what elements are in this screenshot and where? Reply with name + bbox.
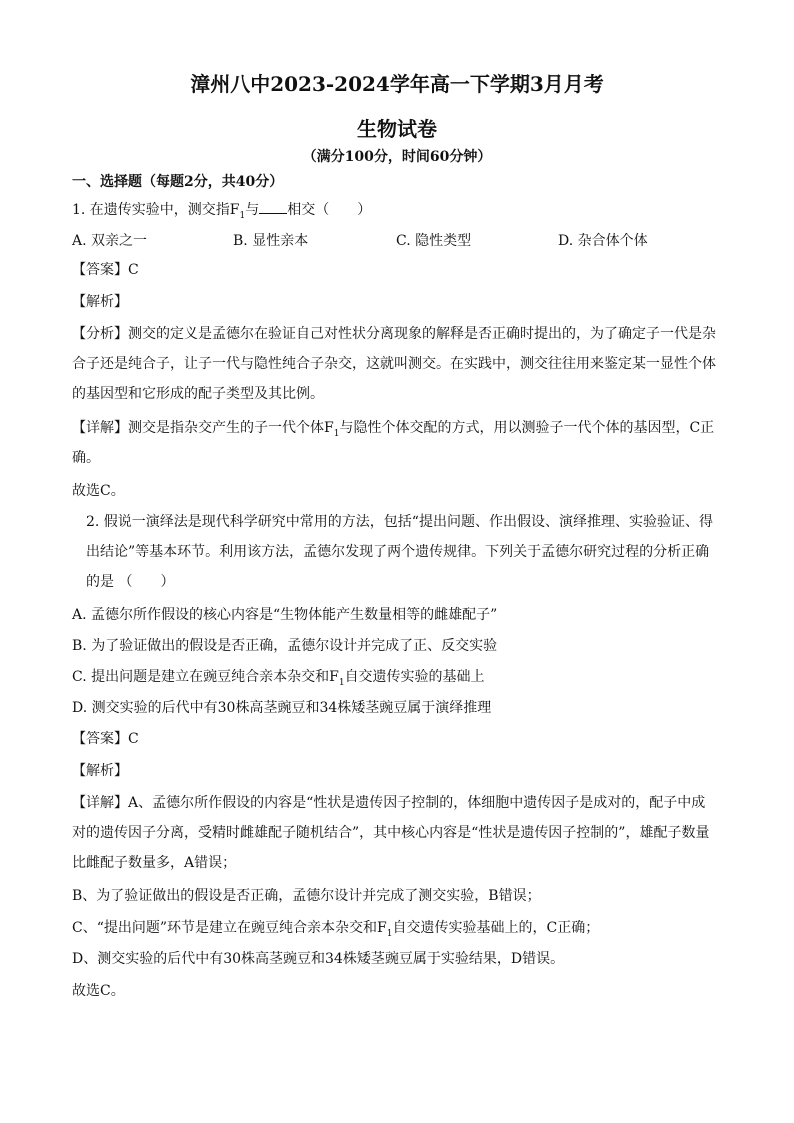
q2-option-d: D. 测交实验的后代中有30株高茎豌豆和34株矮茎豌豆属于演绎推理 — [72, 700, 492, 716]
q2-option-b: B. 为了验证做出的假设是否正确，孟德尔设计并完成了正、反交实验 — [72, 638, 498, 654]
q2-option-c — [72, 667, 485, 693]
q1-analysis-label: 【解析】 — [72, 294, 128, 310]
q2-xiangjie-line-4: B、为了验证做出的假设是否正确，孟德尔设计并完成了测交实验，B错误； — [72, 888, 541, 904]
q2-analysis-label: 【解析】 — [72, 763, 128, 779]
q1-option-b: B. 显性亲本 — [233, 233, 309, 249]
q1-xiangjie-text: 【详解】测交是指杂交产生的子一代个体F — [72, 420, 334, 436]
q1-xiangjie-line-2: 确。 — [72, 450, 100, 466]
q1-xiangjie-line-1 — [72, 418, 714, 444]
q2-xiangjie-5-text: C、“提出问题”环节是建立在豌豆纯合亲本杂交和F — [72, 920, 387, 936]
q2-xiangjie-5-sub: 1 — [386, 928, 393, 939]
exam-subtitle: 生物试卷 — [357, 117, 437, 141]
q2-option-c-sub: 1 — [338, 677, 345, 688]
q1-stem-text: 1. 在遗传实验中，测交指F — [72, 202, 240, 218]
q1-xiangjie-text2: 与隐性个体交配的方式，用以测验子一代个体的基因型，C正 — [339, 420, 715, 436]
q1-fenxi-line-3: 的基因型和它形成的配子类型及其比例。 — [72, 386, 324, 402]
q1-stem-text3: 相交（ ） — [287, 202, 372, 218]
q2-xiangjie-5-text2: 自交遗传实验基础上的，C正确； — [392, 920, 600, 936]
q1-fenxi-line-2: 合子还是纯合子，让子一代与隐性纯合子杂交，这就叫测交。在实践中，测交往往用来鉴定某一显性个体 — [72, 356, 716, 372]
q1-answer: 【答案】C — [72, 262, 139, 278]
exam-note: （满分100分，时间60分钟） — [302, 149, 492, 165]
q2-xiangjie-line-5 — [72, 918, 599, 944]
q1-option-c: C. 隐性类型 — [396, 233, 472, 249]
q2-xiangjie-line-6: D、测交实验的后代中有30株高茎豌豆和34株矮茎豌豆属于实验结果，D错误。 — [72, 951, 565, 967]
q1-stem — [72, 200, 371, 226]
q2-stem-line-2: 出结论”等基本环节。利用该方法，孟德尔发现了两个遗传规律。下列关于孟德尔研究过程的分析正确 — [86, 544, 710, 560]
q1-blank — [259, 201, 287, 214]
q2-xiangjie-line-3: 比雌配子数量多，A错误； — [72, 855, 237, 871]
exam-title: 漳州八中2023-2024学年高一下学期3月月考 — [190, 72, 604, 96]
q1-xiangjie-sub: 1 — [333, 428, 340, 439]
q2-option-c-text2: 自交遗传实验的基础上 — [344, 669, 485, 685]
q2-option-a: A. 孟德尔所作假设的核心内容是“生物体能产生数量相等的雌雄配子” — [72, 607, 498, 623]
q1-option-d: D. 杂合体个体 — [558, 233, 648, 249]
q2-stem-line-3: 的是 （ ） — [86, 574, 175, 590]
q2-xiangjie-line-1: 【详解】A、孟德尔所作假设的内容是“性状是遗传因子控制的，体细胞中遗传因子是成对的，配子中成 — [72, 795, 706, 811]
q2-answer: 【答案】C — [72, 731, 139, 747]
q1-fenxi-line-1: 【分析】测交的定义是孟德尔在验证自己对性状分离现象的解释是否正确时提出的，为了确定子一代是杂 — [72, 326, 716, 342]
q1-conclusion: 故选C。 — [72, 483, 125, 499]
q2-xiangjie-line-2: 对的遗传因子分离，受精时雌雄配子随机结合”，其中核心内容是“性状是遗传因子控制的”，雄配子数量 — [72, 825, 710, 841]
q2-conclusion: 故选C。 — [72, 983, 125, 999]
q2-stem-line-1: 2. 假说一演绎法是现代科学研究中常用的方法，包括“提出问题、作出假设、演绎推理、实验验证、得 — [86, 514, 713, 530]
section-heading: 一、选择题（每题2分，共40分） — [72, 174, 284, 190]
q2-option-c-text: C. 提出问题是建立在豌豆纯合亲本杂交和F — [72, 669, 339, 685]
q1-stem-sub: 1 — [239, 210, 246, 221]
q1-option-a: A. 双亲之一 — [72, 233, 148, 249]
q1-stem-text2: 与 — [245, 202, 260, 218]
